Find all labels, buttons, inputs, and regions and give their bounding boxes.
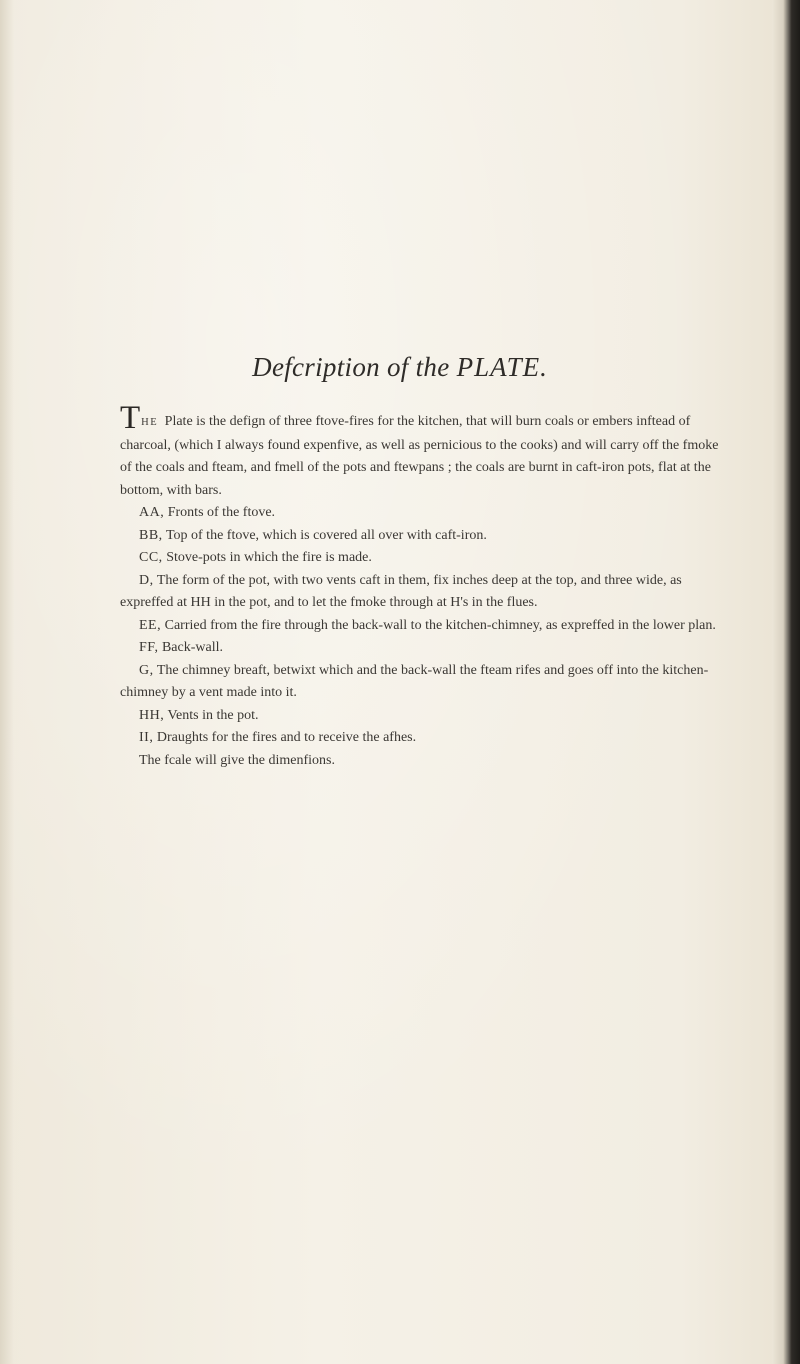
key-text: Carried from the fire through the back-wall to the kitchen-chimney, as expreffed in the lower plan. [164,617,716,633]
key-text: Back-wall. [161,640,223,655]
key-text: Stove-pots in which the fire is made. [166,550,372,565]
key-code: BB, [139,527,163,543]
key-item [120,637,720,660]
key-item [120,502,720,525]
key-code: D, [139,572,154,588]
key-text: The form of the pot, with two vents caft in them, fix inches deep at the top, and three wide, as expreffed at HH in the pot, and to let the fmoke through at H's in the flues. [120,572,682,610]
key-code: G, [139,662,154,678]
intro-text: Plate is the defign of three ftove-fires for the kitchen, that will burn coals or embers inftead of charcoal, (which I always found expenfive, as well as pernicious to the cooks) and will carry off the fmoke of the coals and fteam, and fmell of the pots and ftewpans ; the coals are burnt in caft-iron pots, flat at the bottom, with bars. [120,414,719,498]
key-code: EE, [139,617,162,633]
closing-line: The fcale will give the dimenfions. [139,752,335,768]
key-code: AA, [139,505,165,520]
plate-key-list [120,502,720,750]
key-text: Vents in the pot. [167,707,259,723]
key-text: Draughts for the fires and to receive the afhes. [156,730,417,745]
description-body [120,400,720,772]
key-item [120,547,720,570]
key-code: FF, [139,640,159,655]
key-item [120,525,720,548]
drop-cap: T [120,400,141,436]
key-text: The chimney breaft, betwixt which and the back-wall the fteam rifes and goes off into the kitchen-chimney by a vent made into it. [120,662,709,700]
page-gutter-left [0,0,14,1364]
key-text: Fronts of the ftove. [167,505,276,520]
key-code: CC, [139,550,163,565]
title-prefix: Defcription of the [252,352,450,382]
page-edge-right [772,0,800,1364]
intro-smallcaps: HE [141,417,159,428]
page-title [0,352,800,383]
key-code: II, [139,730,154,745]
intro-paragraph [120,400,720,502]
key-item [120,570,720,615]
key-item [120,660,720,705]
key-text: Top of the ftove, which is covered all over with caft-iron. [165,527,487,543]
key-item [120,705,720,728]
key-code: HH, [139,707,165,723]
title-caps: PLATE. [456,352,548,382]
key-item [120,615,720,638]
key-item [120,727,720,750]
